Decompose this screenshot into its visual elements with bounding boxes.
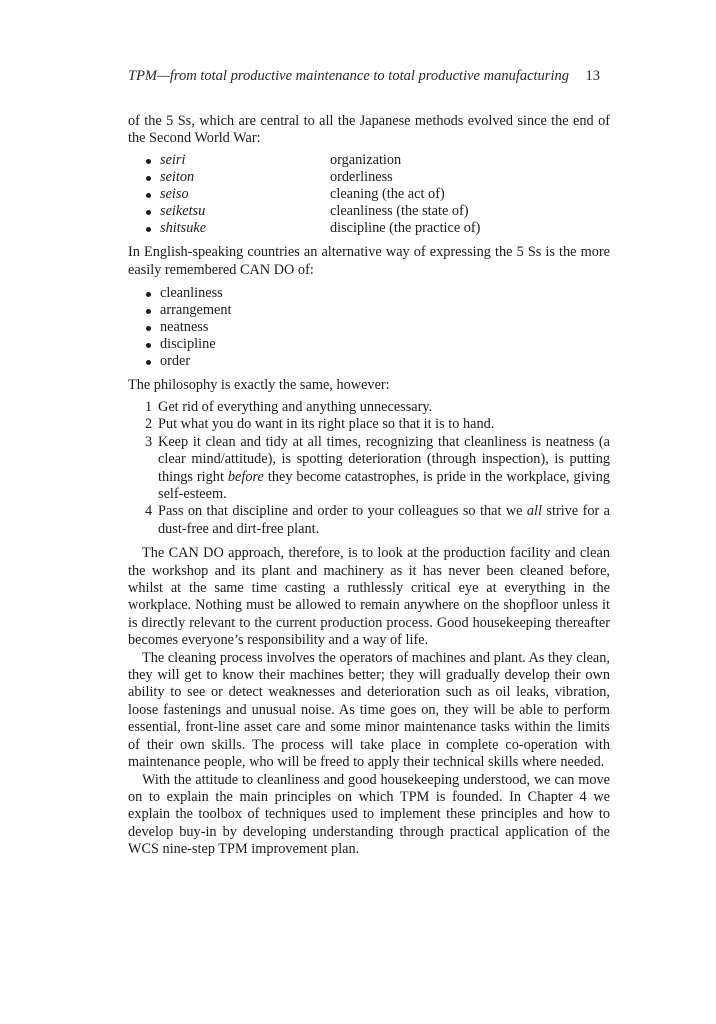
five-s-meaning: orderliness — [330, 168, 393, 185]
list-item — [128, 203, 610, 220]
page-number: 13 — [585, 68, 600, 84]
step-emphasis: all — [526, 503, 542, 520]
list-item — [128, 220, 610, 237]
body-paragraph: The CAN DO approach, therefore, is to look at the production facility and clean the workshop and its plant and machinery as it has never been cleaned before, whilst at the same time casting a ruthlessly critical eye at everything in the workplace. Nothing must be allowed to remain anywhere on the shopfloor unless it is directly relevant to the current production process. Good housekeeping thereafter becomes everyone’s responsibility and a way of life. — [128, 545, 610, 649]
list-item — [128, 186, 610, 203]
step-text-continued: they become catastrophes, is pride in the workplace, giving self-esteem. — [158, 468, 611, 502]
five-s-term: seiton — [160, 168, 195, 185]
philosophy-line: The philosophy is exactly the same, however: — [128, 376, 390, 393]
step-item — [128, 503, 610, 538]
list-item — [128, 169, 610, 186]
step-number: 2 — [145, 416, 153, 433]
body-text — [128, 113, 610, 859]
list-item: cleanliness — [128, 285, 610, 302]
steps-list — [128, 399, 610, 538]
list-item: neatness — [128, 319, 610, 336]
running-header-title: TPM—from total productive maintenance to total productive manufacturing — [128, 68, 569, 84]
step-emphasis: before — [227, 468, 264, 485]
five-s-meaning: cleanliness (the state of) — [330, 203, 469, 220]
list-item: discipline — [128, 336, 610, 353]
step-text: Get rid of everything and anything unnecessary. — [158, 398, 433, 415]
running-header — [128, 68, 610, 88]
five-s-list — [128, 152, 610, 237]
list-item: order — [128, 353, 610, 370]
list-item — [128, 152, 610, 169]
step-number: 1 — [145, 398, 153, 415]
five-s-meaning: cleaning (the act of) — [330, 186, 445, 202]
five-s-meaning: organization — [330, 151, 402, 168]
five-s-term: shitsuke — [160, 220, 207, 237]
step-item — [128, 434, 610, 504]
step-text: Pass on that discipline and order to your colleagues so that we — [158, 503, 527, 520]
body-paragraph: The cleaning process involves the operators of machines and plant. As they clean, they will get to know their machines better; they will gradually develop their own ability to see or detect weaknesses and deterioration such as oil leaks, vibration, loose fastenings and unusual noise. As time goes on, they will be able to perform essential, front-line asset care and some minor maintenance tasks within the limits of their own skills. The process will take place in complete co-operation with maintenance people, who will be freed to apply their technical skills where needed. — [128, 649, 610, 771]
step-number: 3 — [145, 433, 153, 450]
can-do-list — [128, 285, 610, 370]
five-s-term: seiso — [160, 186, 189, 202]
step-text-continued: strive for a dust-free and dirt-free plant. — [158, 503, 610, 537]
list-item: arrangement — [128, 302, 610, 319]
intro-paragraph: of the 5 Ss, which are central to all the Japanese methods evolved since the end of the Second World War: — [128, 113, 610, 147]
step-item — [128, 416, 610, 433]
five-s-term: seiri — [160, 151, 186, 168]
five-s-term: seiketsu — [160, 203, 206, 220]
step-item — [128, 399, 610, 416]
body-paragraph: With the attitude to cleanliness and good housekeeping understood, we can move on to explain the main principles on which TPM is founded. In Chapter 4 we explain the toolbox of techniques used to implement these principles and how to develop buy-in by developing understanding through practical application of the WCS nine-step TPM improvement plan. — [128, 771, 610, 858]
step-text: Keep it clean and tidy at all times, recognizing that cleanliness is neatness (a clear mind/attitude), is spotting deterioration (through inspection), is putting things right — [158, 433, 610, 485]
step-text: Put what you do want in its right place so that it is to hand. — [158, 416, 495, 433]
five-s-meaning: discipline (the practice of) — [330, 220, 481, 237]
step-number: 4 — [145, 503, 153, 520]
can-do-intro: In English-speaking countries an alternative way of expressing the 5 Ss is the more easily remembered CAN DO of: — [128, 244, 610, 278]
